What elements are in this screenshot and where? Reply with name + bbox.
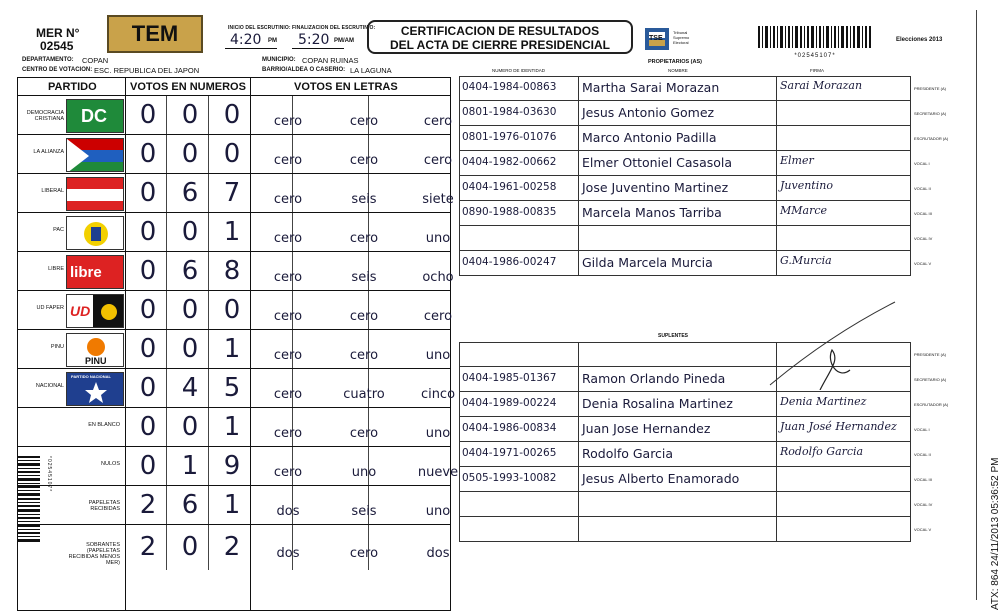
cell-divider [208,486,209,524]
party-logo-text: UD [70,303,91,319]
cell-divider [208,408,209,446]
side-barcode-text: *02545107* [46,456,52,493]
official-signature: MMarce [780,204,828,217]
vote-word: uno [351,464,377,480]
vote-digit: 6 [181,255,199,286]
official-role: VOCAL IV [914,236,933,241]
vote-word: cero [273,113,303,129]
municipio-label: MUNICIPIO: [262,57,296,63]
official-id: 0404-1971-00265 [462,447,557,459]
tse-logo [643,24,703,54]
vote-digit: 0 [139,255,157,286]
vote-digit: 0 [223,294,241,325]
official-role: PRESIDENTE (A) [914,86,947,91]
cell-divider [166,525,167,570]
vote-word: seis [351,191,377,207]
vote-digit: 8 [223,255,241,286]
top-barcode [758,26,872,59]
party-name: PAPELETAS RECIBIDAS [88,499,120,512]
vote-row [18,213,450,252]
vote-word: cero [423,113,453,129]
col-partido: PARTIDO [48,81,97,93]
vote-word: ocho [422,269,454,285]
cell-divider [166,408,167,446]
official-name: Martha Sarai Morazan [582,80,720,95]
official-row [460,127,910,151]
cell-divider [166,252,167,290]
cell-divider [166,330,167,368]
vote-digit: 9 [223,450,241,481]
vote-word: uno [425,503,451,519]
vote-digit: 2 [139,531,157,562]
official-name: Juan Jose Hernandez [582,421,711,436]
official-id: 0404-1984-00863 [462,81,557,93]
official-id: 0404-1986-00247 [462,256,557,268]
fin-ampm: PM/AM [334,38,354,44]
party-name: LIBRE [48,265,64,272]
official-signature: Denia Martinez [780,395,867,408]
official-name: Marcela Manos Tarriba [582,205,722,220]
official-id: 0404-1982-00662 [462,156,557,168]
official-row [460,227,910,251]
departamento-label: DEPARTAMENTO: [22,57,74,63]
party-name: LIBERAL [41,187,64,194]
official-id: 0404-1986-00834 [462,422,557,434]
cell-divider [208,252,209,290]
top-barcode-text: *02545107* [794,53,836,59]
official-role: ESCRUTADOR (A) [914,402,949,407]
vote-word: cero [349,545,379,561]
mer-number: 02545 [40,39,74,53]
official-role: ESCRUTADOR (A) [914,136,949,141]
cell-divider [166,174,167,212]
official-id: 0505-1993-10082 [462,472,557,484]
vote-word: cero [349,308,379,324]
inicio-underline [225,48,277,49]
vote-digit: 0 [139,450,157,481]
propietarios-label: PROPIETARIOS (AS) [648,59,702,65]
barrio-label: BARRIO/ALDEA O CASERIO: [262,67,346,73]
barrio-value: LA LAGUNA [350,66,392,75]
pac-logo [66,216,124,250]
vote-word: cero [349,113,379,129]
vote-digit: 0 [139,294,157,325]
official-name: Denia Rosalina Martinez [582,396,733,411]
document-title [367,20,633,54]
vote-row [18,174,454,213]
vote-digit: 0 [139,216,157,247]
cell-divider [166,213,167,251]
vote-word: cero [273,308,303,324]
party-name: LA ALIANZA [33,148,64,155]
party-name: NACIONAL [35,382,64,389]
timestamp-stamp: ATX: 864 24/11/2013 05:36:52 PM [990,457,1001,610]
centro-value: ESC. REPUBLICA DEL JAPON [94,66,200,75]
official-row [460,418,910,442]
elecciones-logo: Elecciones 2013 [896,37,943,43]
tem-badge [107,15,203,53]
libre-logo [66,255,124,289]
vote-word: cero [349,230,379,246]
cell-divider [208,96,209,134]
vote-digit: 0 [139,333,157,364]
liberal-logo [66,177,124,211]
mer-label: MER N° [36,26,80,40]
vote-row [18,408,450,447]
vote-word: cero [273,464,303,480]
cell-divider [208,447,209,485]
vote-digit: 0 [139,411,157,442]
vote-word: cuatro [343,386,385,402]
official-id: 0404-1989-00224 [462,397,557,409]
vote-row [18,447,459,486]
party-logo-text: libre [70,264,102,281]
diagonal-signature-stroke [760,300,900,390]
vote-word: cero [273,386,303,402]
cell-divider [208,213,209,251]
official-name: Ramon Orlando Pineda [582,371,726,386]
vote-digit: 0 [181,138,199,169]
nacional-logo [66,372,124,406]
municipio-value: COPAN RUINAS [302,56,359,65]
vote-word: cero [273,230,303,246]
party-name: PAC [53,226,64,233]
party-name: EN BLANCO [88,421,120,428]
cell-divider [208,369,209,407]
alianza-logo [66,138,124,172]
party-logo-text: DC [81,106,107,126]
numero-identidad-label: NUMERO DE IDENTIDAD [492,68,546,73]
official-signature: Juventino [780,179,833,192]
vote-digit: 1 [223,411,241,442]
vote-word: uno [425,425,451,441]
official-row [460,518,910,542]
inicio-time: 4:20 [230,32,262,48]
official-role: VOCAL V [914,261,932,266]
party-name: PINU [50,343,64,350]
vote-word: uno [425,347,451,363]
nombre-label: NOMBRE [668,68,688,73]
official-name: Elmer Ottoniel Casasola [582,155,733,170]
party-name: DEMOCRACIA CRISTIANA [26,109,64,122]
vote-digit: 0 [223,99,241,130]
vote-digit: 0 [181,411,199,442]
party-logo-text: PARTIDO NACIONAL [71,374,111,379]
vote-digit: 1 [223,489,241,520]
vote-word: cero [423,308,453,324]
votes-table [17,77,459,611]
official-row [460,177,910,201]
official-signature: Rodolfo Garcia [780,445,864,458]
official-row [460,493,910,517]
cell-divider [166,135,167,173]
vote-digit: 4 [181,372,199,403]
official-role: SECRETARIO (A) [914,377,947,382]
official-row [460,202,910,226]
vote-row [18,486,450,525]
fin-underline [292,48,344,49]
official-role: VOCAL II [914,186,931,191]
official-id: 0890-1988-00835 [462,206,557,218]
fin-time: 5:20 [298,32,330,48]
official-id: 0801-1976-01076 [462,131,557,143]
vote-word: uno [425,230,451,246]
vote-row [18,525,450,570]
cell-divider [208,330,209,368]
col-votos-numeros: VOTOS EN NUMEROS [130,81,246,93]
vote-digit: 2 [139,489,157,520]
official-role: VOCAL I [914,427,930,432]
cell-divider [166,486,167,524]
vote-digit: 0 [181,531,199,562]
official-name: Jesus Antonio Gomez [582,105,715,120]
official-name: Rodolfo Garcia [582,446,674,461]
vote-digit: 0 [139,99,157,130]
official-signature: Juan José Hernandez [780,420,897,433]
vote-digit: 2 [223,531,241,562]
vote-digit: 1 [181,450,199,481]
vote-row [18,135,453,174]
vote-word: cero [349,425,379,441]
party-name: SOBRANTES (PAPELETAS RECIBIDAS MENOS MER) [68,541,120,566]
vote-digit: 6 [181,489,199,520]
official-role: VOCAL V [914,527,932,532]
finalizacion-label: FINALIZACION DEL ESCRUTINIO: [292,25,376,31]
official-signature: Elmer [780,154,814,167]
vote-digit: 0 [139,177,157,208]
official-id: 0404-1985-01367 [462,372,557,384]
official-row [460,393,910,417]
cell-divider [166,96,167,134]
official-row [460,468,910,492]
vote-word: cero [349,152,379,168]
inicio-label: INICIO DEL ESCRUTINIO: [228,25,291,31]
official-role: SECRETARIO (A) [914,111,947,116]
official-row [460,102,910,126]
official-name: Jesus Alberto Enamorado [582,471,740,486]
vote-word: cero [423,152,453,168]
vote-row [18,330,450,369]
official-row [460,77,910,101]
vote-word: cinco [420,386,456,402]
official-role: PRESIDENTE (A) [914,352,947,357]
official-id: 0801-1984-03630 [462,106,557,118]
vote-digit: 0 [139,138,157,169]
vote-word: seis [351,269,377,285]
official-id: 0404-1961-00258 [462,181,557,193]
vote-digit: 6 [181,177,199,208]
vote-word: dos [426,545,450,561]
official-role: VOCAL II [914,452,931,457]
votes-table-header [18,78,450,96]
vote-digit: 0 [181,333,199,364]
title-line1: CERTIFICACION DE RESULTADOS [400,24,600,38]
cell-divider [166,369,167,407]
party-name: UD FAPER [36,304,64,311]
title-line2: DEL ACTA DE CIERRE PRESIDENCIAL [389,38,611,52]
vote-word: cero [273,152,303,168]
vote-digit: 0 [181,99,199,130]
official-signature: G.Murcia [780,254,832,267]
cell-divider [208,135,209,173]
official-name: Jose Juventino Martinez [582,180,729,195]
vote-row [18,252,454,291]
vote-word: seis [351,503,377,519]
cell-divider [208,174,209,212]
official-role: VOCAL III [914,477,932,482]
vote-word: cero [273,269,303,285]
vote-word: cero [273,347,303,363]
cell-divider [166,447,167,485]
official-role: VOCAL III [914,211,932,216]
party-name: NULOS [101,460,120,467]
side-barcode [18,456,52,544]
dc-logo [66,99,124,133]
vote-word: siete [422,191,454,207]
cell-divider [208,525,209,570]
inicio-ampm: PM [268,38,277,44]
vote-digit: 0 [139,372,157,403]
tse-logo-name: Tribunal Supremo Electoral [673,30,690,45]
party-logo-text: PINU [85,356,107,366]
cell-divider [208,291,209,329]
vote-digit: 1 [223,333,241,364]
vote-digit: 0 [181,216,199,247]
vote-row [18,96,453,135]
suplentes-label: SUPLENTES [658,333,689,339]
propietarios-table [459,76,911,276]
official-role: VOCAL IV [914,502,933,507]
pinu-logo [66,333,124,367]
departamento-value: COPAN [82,56,109,65]
col-votos-letras: VOTOS EN LETRAS [294,81,398,93]
official-row [460,252,910,276]
official-name: Marco Antonio Padilla [582,130,717,145]
official-role: VOCAL I [914,161,930,166]
official-row [460,152,910,176]
official-signature: Sarai Morazan [780,79,863,92]
ud-faper-logo [66,294,124,328]
vote-digit: 0 [181,294,199,325]
vote-word: cero [349,347,379,363]
vote-row [18,291,453,330]
tem-label: TEM [131,21,179,46]
vote-word: nueve [417,464,459,480]
tse-logo-text: TSE [649,35,663,42]
official-name: Gilda Marcela Murcia [582,255,713,270]
vote-digit: 5 [223,372,241,403]
official-row [460,443,910,467]
vote-row [18,369,456,408]
vote-word: dos [276,545,300,561]
vote-word: cero [273,425,303,441]
vote-digit: 1 [223,216,241,247]
vote-digit: 0 [223,138,241,169]
cell-divider [166,291,167,329]
vote-digit: 7 [223,177,241,208]
centro-label: CENTRO DE VOTACION: [22,67,93,73]
firma-label: FIRMA [810,68,824,73]
vote-word: dos [276,503,300,519]
vote-word: cero [273,191,303,207]
page-edge-line [976,10,977,600]
